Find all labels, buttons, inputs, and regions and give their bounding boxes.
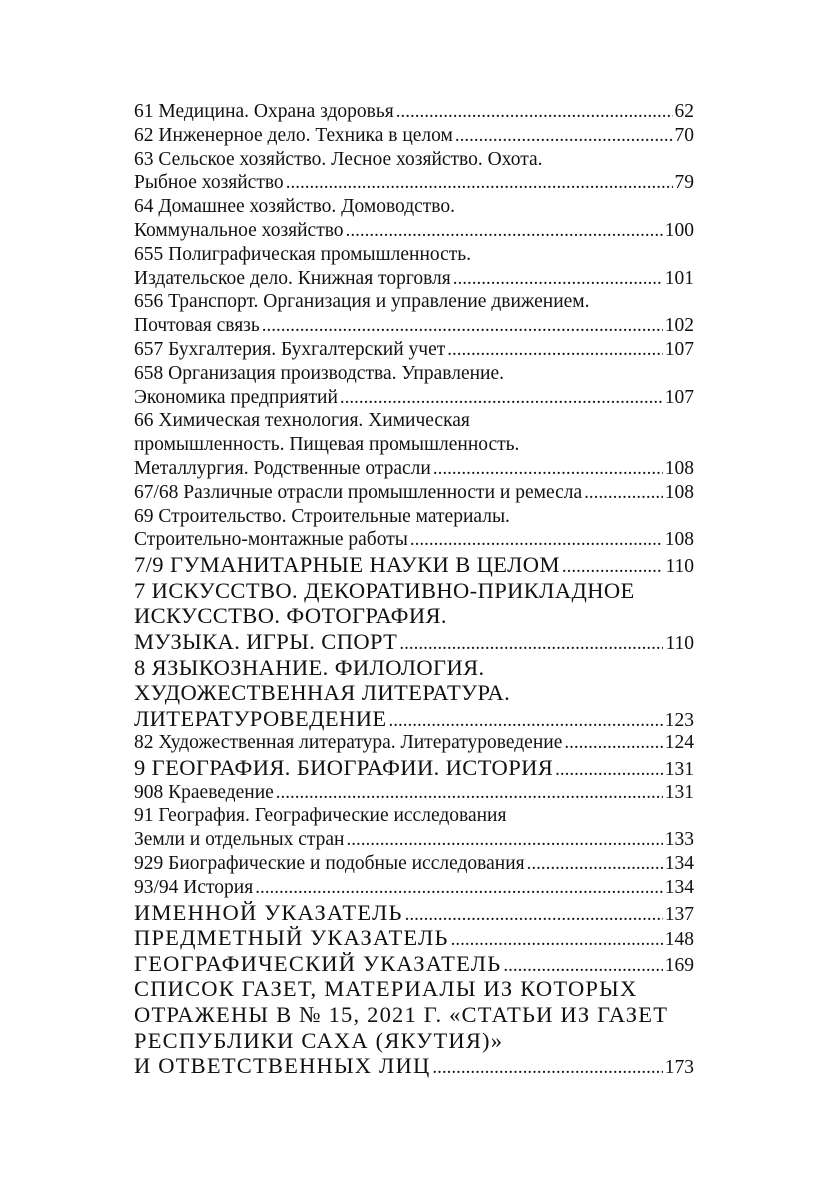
toc-entry-title: 82 Художественная литература. Литературоведение xyxy=(134,732,563,754)
toc-line xyxy=(134,706,694,732)
dot-leader xyxy=(399,631,663,655)
dot-leader xyxy=(453,267,663,291)
toc-line xyxy=(134,505,694,529)
toc-page-number: 134 xyxy=(664,853,694,875)
toc-line xyxy=(134,976,694,1002)
toc-entry xyxy=(134,362,694,410)
dot-leader xyxy=(396,100,673,124)
toc-entry xyxy=(134,755,694,781)
toc-entry-title: 67/68 Различные отрасли промышленности и ремесла xyxy=(134,481,583,503)
toc-entry-title: РЕСПУБЛИКИ САХА (ЯКУТИЯ)» xyxy=(134,1027,504,1053)
toc-entry xyxy=(134,481,694,505)
toc-entry-title: Металлургия. Родственные отрасли xyxy=(134,457,431,479)
dot-leader xyxy=(286,171,673,195)
toc-line xyxy=(134,876,694,900)
toc-entry-title: 63 Сельское хозяйство. Лесное хозяйство. Охота. xyxy=(134,148,543,170)
toc-entry xyxy=(134,148,694,196)
toc-page-number: 110 xyxy=(665,632,694,654)
dot-leader xyxy=(410,528,663,552)
toc-line xyxy=(134,314,694,338)
toc-line xyxy=(134,148,694,172)
toc-entry-title: 7 ИСКУССТВО. ДЕКОРАТИВНО-ПРИКЛАДНОЕ xyxy=(134,577,635,603)
toc-page-number: 62 xyxy=(674,101,694,122)
dot-leader xyxy=(562,554,664,578)
dot-leader xyxy=(405,902,663,926)
toc-entry-title: МУЗЫКА. ИГРЫ. СПОРТ xyxy=(134,628,398,654)
toc-line xyxy=(134,219,694,243)
toc-line xyxy=(134,925,694,951)
dot-leader xyxy=(276,781,663,805)
toc-entry-title: 66 Химическая технология. Химическая xyxy=(134,410,470,432)
toc-line xyxy=(134,481,694,505)
toc-line xyxy=(134,1028,694,1054)
dot-leader xyxy=(447,338,662,362)
toc-page-number: 79 xyxy=(674,172,694,194)
toc-line xyxy=(134,457,694,481)
toc-page-number: 148 xyxy=(664,929,694,951)
toc-page-number: 70 xyxy=(674,124,694,146)
toc-line xyxy=(134,386,694,410)
toc-entry xyxy=(134,731,694,755)
toc-line xyxy=(134,552,694,578)
toc-page-number: 107 xyxy=(664,338,694,360)
toc-line xyxy=(134,1002,694,1028)
dot-leader xyxy=(340,386,663,410)
toc-page-number: 169 xyxy=(664,954,694,976)
toc-line xyxy=(134,171,694,195)
toc-entry-title: ХУДОЖЕСТВЕННАЯ ЛИТЕРАТУРА. xyxy=(134,680,511,706)
toc-entry xyxy=(134,338,694,362)
dot-leader xyxy=(451,927,663,951)
toc-line xyxy=(134,433,694,457)
toc-line xyxy=(134,852,694,876)
toc-entry-title: ЛИТЕРАТУРОВЕДЕНИЕ xyxy=(134,705,387,731)
toc-line xyxy=(134,755,694,781)
toc-line xyxy=(134,900,694,926)
toc-line xyxy=(134,655,694,681)
toc-entry-title: Рыбное хозяйство xyxy=(134,172,284,194)
toc-entry-title: 656 Транспорт. Организация и управление движением. xyxy=(134,291,590,313)
toc-line xyxy=(134,578,694,604)
toc-entry-title: 908 Краеведение xyxy=(134,781,274,803)
toc-line xyxy=(134,731,694,755)
toc-page-number: 110 xyxy=(665,556,694,578)
toc-entry-title: ИМЕННОЙ УКАЗАТЕЛЬ xyxy=(134,899,403,925)
toc-line xyxy=(134,243,694,267)
toc-entry-title: Земли и отдельных стран xyxy=(134,829,345,851)
toc-entry-title: СПИСОК ГАЗЕТ, МАТЕРИАЛЫ ИЗ КОТОРЫХ xyxy=(134,976,638,1002)
toc-line xyxy=(134,338,694,362)
toc-entry xyxy=(134,951,694,977)
toc-page-number: 137 xyxy=(664,903,694,925)
toc-entry-title: Экономика предприятий xyxy=(134,386,338,408)
toc-entry-title: 69 Строительство. Строительные материалы. xyxy=(134,505,510,527)
toc-entry xyxy=(134,578,694,655)
toc-entry xyxy=(134,552,694,578)
toc-entry xyxy=(134,804,694,852)
toc-line xyxy=(134,267,694,291)
toc-page-number: 100 xyxy=(664,219,694,241)
toc-entry-title: ГЕОГРАФИЧЕСКИЙ УКАЗАТЕЛЬ xyxy=(134,950,502,976)
toc-entry-title: 655 Полиграфическая промышленность. xyxy=(134,243,472,265)
toc-entry-title: 8 ЯЗЫКОЗНАНИЕ. ФИЛОЛОГИЯ. xyxy=(134,654,485,680)
dot-leader xyxy=(455,124,673,148)
toc-entry-title: Почтовая связь xyxy=(134,315,260,337)
toc-line xyxy=(134,828,694,852)
toc-line xyxy=(134,603,694,629)
toc-page-number: 133 xyxy=(664,829,694,851)
toc-page-number: 108 xyxy=(664,481,694,503)
toc-entry xyxy=(134,900,694,926)
dot-leader xyxy=(584,481,663,505)
toc-line xyxy=(134,528,694,552)
toc-entry xyxy=(134,655,694,732)
toc-entry-title: Издательское дело. Книжная торговля xyxy=(134,267,451,289)
toc-entry-title: 7/9 ГУМАНИТАРНЫЕ НАУКИ В ЦЕЛОМ xyxy=(134,552,560,578)
toc-line xyxy=(134,124,694,148)
toc-entry xyxy=(134,852,694,876)
toc-entry-title: ИСКУССТВО. ФОТОГРАФИЯ. xyxy=(134,603,447,629)
dot-leader xyxy=(555,757,663,781)
toc-entry xyxy=(134,976,694,1078)
toc-entry-title: Строительно-монтажные работы xyxy=(134,529,408,551)
toc-line xyxy=(134,781,694,805)
toc-line xyxy=(134,1053,694,1079)
toc-line xyxy=(134,680,694,706)
toc-entry-title: 93/94 История xyxy=(134,876,254,898)
toc-entry-title: промышленность. Пищевая промышленность. xyxy=(134,434,520,456)
toc-entry xyxy=(134,781,694,805)
dot-leader xyxy=(503,953,662,977)
toc-page-number: 102 xyxy=(664,315,694,337)
toc-page-number: 108 xyxy=(664,529,694,551)
toc-line xyxy=(134,100,694,124)
toc-page-number: 108 xyxy=(664,457,694,479)
toc-line xyxy=(134,362,694,386)
toc-entry xyxy=(134,409,694,480)
toc-line xyxy=(134,629,694,655)
toc-page-number: 101 xyxy=(664,267,694,289)
toc-entry-title: 64 Домашнее хозяйство. Домоводство. xyxy=(134,196,455,218)
dot-leader xyxy=(527,852,663,876)
toc-page-number: 124 xyxy=(664,732,694,754)
toc-page-number: 131 xyxy=(664,759,694,781)
toc-entry-title: 658 Организация производства. Управление. xyxy=(134,362,505,384)
toc-entry xyxy=(134,925,694,951)
toc-entry xyxy=(134,876,694,900)
toc-entry xyxy=(134,290,694,338)
toc-entry-title: ПРЕДМЕТНЫЙ УКАЗАТЕЛЬ xyxy=(134,925,449,951)
toc-entry xyxy=(134,100,694,124)
toc-entry xyxy=(134,243,694,291)
toc-line xyxy=(134,951,694,977)
dot-leader xyxy=(262,314,663,338)
table-of-contents xyxy=(134,100,694,1079)
dot-leader xyxy=(389,708,663,732)
dot-leader xyxy=(347,828,663,852)
toc-entry xyxy=(134,124,694,148)
toc-entry xyxy=(134,505,694,553)
dot-leader xyxy=(432,1055,662,1079)
toc-line xyxy=(134,804,694,828)
toc-page-number: 134 xyxy=(664,876,694,898)
toc-line xyxy=(134,290,694,314)
toc-entry-title: Коммунальное хозяйство xyxy=(134,219,344,241)
toc-page-number: 131 xyxy=(664,781,694,803)
toc-page-number: 107 xyxy=(664,386,694,408)
toc-entry-title: 657 Бухгалтерия. Бухгалтерский учет xyxy=(134,338,446,360)
toc-entry-title: И ОТВЕТСТВЕННЫХ ЛИЦ xyxy=(134,1053,431,1079)
toc-line xyxy=(134,409,694,433)
dot-leader xyxy=(346,219,663,243)
toc-entry-title: 62 Инженерное дело. Техника в целом xyxy=(134,124,453,146)
dot-leader xyxy=(564,731,662,755)
toc-line xyxy=(134,195,694,219)
dot-leader xyxy=(433,457,663,481)
toc-entry-title: ОТРАЖЕНЫ В № 15, 2021 Г. «СТАТЬИ ИЗ ГАЗЕТ xyxy=(134,1002,669,1028)
dot-leader xyxy=(255,876,663,900)
toc-entry-title: 9 ГЕОГРАФИЯ. БИОГРАФИИ. ИСТОРИЯ xyxy=(134,755,554,781)
toc-page-number: 173 xyxy=(664,1057,694,1079)
toc-entry-title: 61 Медицина. Охрана здоровья xyxy=(134,101,394,122)
toc-page-number: 123 xyxy=(664,709,694,731)
toc-entry xyxy=(134,195,694,243)
toc-entry-title: 91 География. Географические исследования xyxy=(134,805,507,827)
toc-entry-title: 929 Биографические и подобные исследования xyxy=(134,853,525,875)
